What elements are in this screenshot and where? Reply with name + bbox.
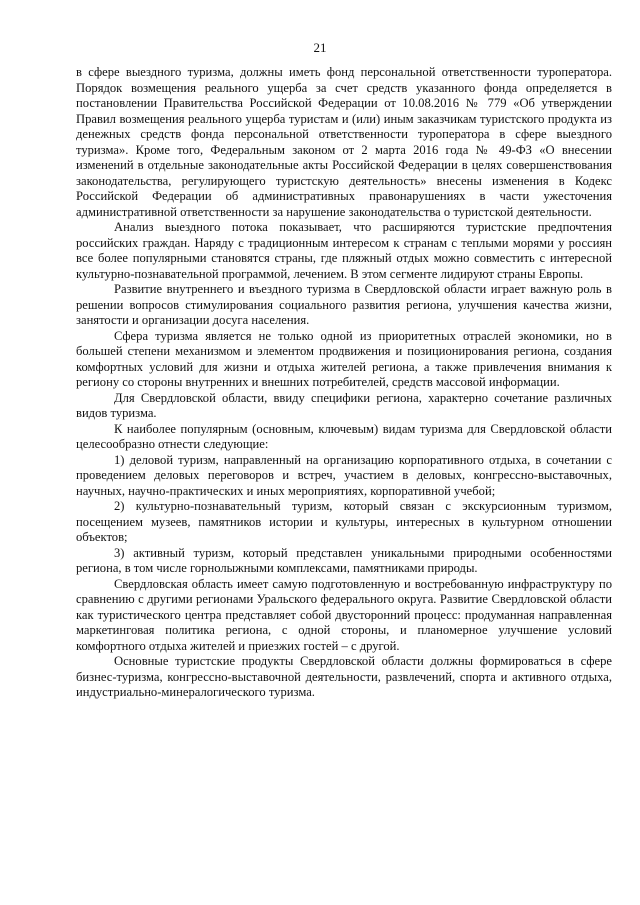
paragraph-5: Для Свердловской области, ввиду специфики региона, характерно сочетание различных видов туризма. [76,390,612,420]
list-item-business-tourism: 1) деловой туризм, направленный на организацию корпоративного отдыха, в сочетании с проведением деловых переговоров и встреч, участием в деловых, конгрессно-выставочных, научных, научно-практических и иных мероприятиях, корпоративной учебой; [76,452,612,498]
paragraph-4: Сфера туризма является не только одной из приоритетных отраслей экономики, но в большей степени механизмом и элементом продвижения и позиционирования региона, создания комфортных условий для жизни и отдыха жителей региона, а также привлечения внимания к региону со стороны внутренних и внешних потребителей, средств массовой информации. [76,328,612,389]
document-body [76,65,612,701]
paragraph-1: в сфере выездного туризма, должны иметь фонд персональной ответственности туроператора. Порядок возмещения реального ущерба за счет средств указанного фонда определяется в постановлении Правительства Российской Федерации от 10.08.2016 № 779 «Об утверждении Правил возмещения реального ущерба туристам и (или) иным заказчикам туристского продукта из денежных средств фонда персональной ответственности туроператора в сфере выездного туризма». Кроме того, Федеральным законом от 2 марта 2016 года № 49-ФЗ «О внесении изменений в отдельные законодательные акты Российской Федерации в целях совершенствования законодательства, регулирующего туристскую деятельность» внесены изменения в Кодекс Российской Федерации об административных правонарушениях в части ужесточения административной ответственности за нарушение законодательства о туристской деятельности. [76,65,612,219]
paragraph-10: Свердловская область имеет самую подготовленную и востребованную инфраструктуру по сравнению с другими регионами Уральского федерального округа. Развитие Свердловской области как туристического центра представляет собой двусторонний процесс: продуманная направленная маркетинговая политика региона, с одной стороны, и планомерное улучшение условий комфортного отдыха жителей и приезжих гостей – с другой. [76,576,612,653]
list-item-active-tourism: 3) активный туризм, который представлен уникальными природными особенностями региона, в том числе горнолыжными комплексами, памятниками природы. [76,545,612,575]
paragraph-2: Анализ выездного потока показывает, что расширяются туристские предпочтения российских граждан. Наряду с традиционным интересом к странам с теплыми морями у россиян все более популярными становятся страны, где пляжный отдых можно совместить с интересной культурно-познавательной программой, лечением. В этом сегменте лидируют страны Европы. [76,220,612,281]
page-number: 21 [313,40,327,55]
paragraph-6: К наиболее популярным (основным, ключевым) видам туризма для Свердловской области целесообразно отнести следующие: [76,421,612,451]
paragraph-11: Основные туристские продукты Свердловской области должны формироваться в сфере бизнес-туризма, конгрессно-выставочной деятельности, развлечений, спорта и активного отдыха, индустриально-минералогического туризма. [76,654,612,699]
paragraph-3: Развитие внутреннего и въездного туризма в Свердловской области играет важную роль в решении вопросов стимулирования социального развития региона, улучшения качества жизни, занятости и организации досуга населения. [76,282,612,327]
list-item-cultural-tourism: 2) культурно-познавательный туризм, который связан с экскурсионным туризмом, посещением музеев, памятников истории и культуры, интересных в культурном отношении объектов; [76,499,612,544]
